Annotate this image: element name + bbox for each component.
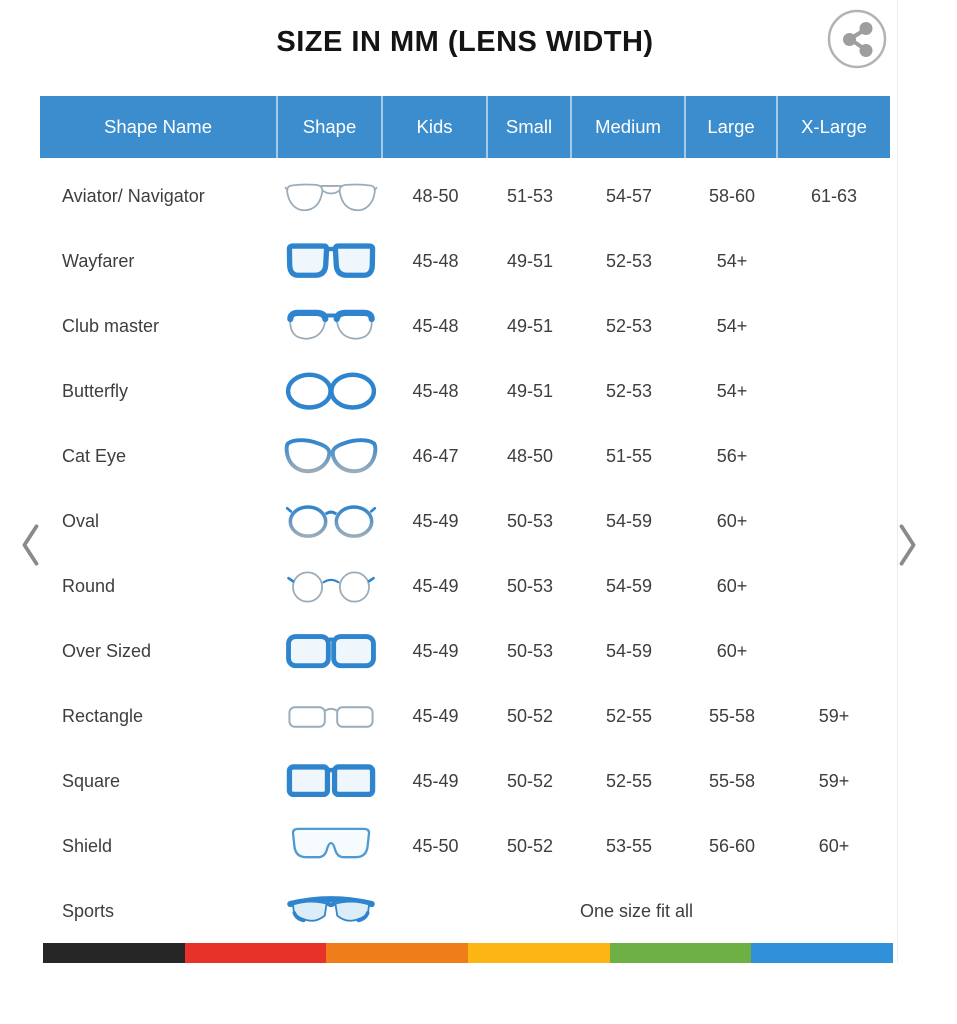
table-row bbox=[40, 424, 890, 489]
color-bar-segment bbox=[610, 943, 752, 963]
size-value-large: 58-60 bbox=[708, 186, 756, 206]
size-value-large: 60+ bbox=[716, 511, 748, 531]
size-value-large: 55-58 bbox=[708, 771, 756, 791]
column-header-small: Small bbox=[488, 96, 572, 158]
oval-glasses-icon bbox=[278, 499, 383, 545]
size-value-small: 50-52 bbox=[506, 836, 554, 856]
size-value-xlarge: 61-63 bbox=[810, 186, 858, 206]
shape-name-label: Over Sized bbox=[62, 641, 152, 661]
size-value-medium: 54-59 bbox=[605, 641, 653, 661]
cateye-glasses-icon bbox=[278, 434, 383, 480]
table-row bbox=[40, 229, 890, 294]
color-bar-segment bbox=[185, 943, 327, 963]
table-body bbox=[40, 158, 890, 944]
clubmaster-glasses-icon bbox=[278, 304, 383, 350]
size-value-small: 48-50 bbox=[506, 446, 554, 466]
size-value-kids: 45-48 bbox=[412, 381, 459, 401]
shape-name-label: Round bbox=[62, 576, 116, 596]
size-value-medium: 54-59 bbox=[605, 511, 653, 531]
size-value-large: 60+ bbox=[716, 641, 748, 661]
sports-glasses-icon bbox=[278, 889, 383, 935]
size-value-small: 49-51 bbox=[506, 381, 554, 401]
color-bar-segment bbox=[43, 943, 185, 963]
size-value-kids: 45-49 bbox=[412, 706, 459, 726]
size-value-small: 51-53 bbox=[506, 186, 554, 206]
size-value-small: 49-51 bbox=[506, 316, 554, 336]
table-row bbox=[40, 619, 890, 684]
size-value-small: 50-52 bbox=[506, 706, 554, 726]
size-value-kids: 45-49 bbox=[412, 576, 459, 596]
size-value-kids: 48-50 bbox=[412, 186, 459, 206]
size-value-large: 54+ bbox=[716, 251, 748, 271]
size-value-kids: 46-47 bbox=[412, 446, 459, 466]
column-header-kids: Kids bbox=[383, 96, 488, 158]
size-value-medium: 54-59 bbox=[605, 576, 653, 596]
size-value-xlarge: 59+ bbox=[818, 771, 850, 791]
size-value-large: 54+ bbox=[716, 381, 748, 401]
size-value-xlarge: 59+ bbox=[818, 706, 850, 726]
share-button[interactable] bbox=[826, 8, 888, 70]
column-header-x-large: X-Large bbox=[801, 116, 867, 137]
butterfly-glasses-icon bbox=[278, 369, 383, 415]
size-value-medium: 52-55 bbox=[605, 771, 653, 791]
shape-name-label: Butterfly bbox=[62, 381, 129, 401]
size-value-small: 50-53 bbox=[506, 641, 554, 661]
size-value-large: 56+ bbox=[716, 446, 748, 466]
table-row bbox=[40, 814, 890, 879]
footer-color-bar bbox=[43, 943, 893, 963]
size-value-medium: 52-53 bbox=[605, 251, 653, 271]
wayfarer-glasses-icon bbox=[278, 239, 383, 285]
size-value-medium: 54-57 bbox=[605, 186, 653, 206]
square-glasses-icon bbox=[278, 759, 383, 805]
table-row bbox=[40, 164, 890, 229]
table-row bbox=[40, 879, 890, 944]
column-header-large: Large bbox=[686, 96, 778, 158]
size-value-kids: 45-49 bbox=[412, 771, 459, 791]
size-value-medium: 53-55 bbox=[605, 836, 653, 856]
carousel-next-button[interactable] bbox=[896, 522, 922, 568]
size-value-large: 55-58 bbox=[708, 706, 756, 726]
size-value-small: 50-52 bbox=[506, 771, 554, 791]
size-value-kids: 45-48 bbox=[412, 251, 459, 271]
share-icon bbox=[826, 8, 888, 70]
size-value-small: 49-51 bbox=[506, 251, 554, 271]
shape-name-label: Oval bbox=[62, 511, 100, 531]
size-value-small: 50-53 bbox=[506, 511, 554, 531]
column-header-shape-name: Shape Name bbox=[40, 96, 278, 158]
shape-name-label: Aviator/ Navigator bbox=[62, 186, 205, 206]
carousel-slide-divider bbox=[897, 0, 898, 963]
column-header-shape: Shape bbox=[278, 96, 383, 158]
table-row bbox=[40, 489, 890, 554]
rectangle-glasses-icon bbox=[278, 694, 383, 740]
table-row bbox=[40, 749, 890, 814]
size-table bbox=[40, 96, 890, 944]
page-title: SIZE IN MM (LENS WIDTH) bbox=[276, 26, 654, 58]
shield-glasses-icon bbox=[278, 824, 383, 870]
size-value-kids: 45-48 bbox=[412, 316, 459, 336]
table-row bbox=[40, 359, 890, 424]
size-value-small: 50-53 bbox=[506, 576, 554, 596]
shape-name-label: Square bbox=[62, 771, 121, 791]
size-value-kids: 45-49 bbox=[412, 511, 459, 531]
oversized-glasses-icon bbox=[278, 629, 383, 675]
shape-name-label: Rectangle bbox=[62, 706, 144, 726]
round-glasses-icon bbox=[278, 564, 383, 610]
shape-name-label: Wayfarer bbox=[62, 251, 135, 271]
shape-name-label: Cat Eye bbox=[62, 446, 127, 466]
size-value-medium: 51-55 bbox=[605, 446, 653, 466]
table-row bbox=[40, 554, 890, 619]
size-value-kids: 45-50 bbox=[412, 836, 459, 856]
size-value-xlarge: 60+ bbox=[818, 836, 850, 856]
table-row bbox=[40, 684, 890, 749]
shape-name-label: Sports bbox=[62, 901, 115, 921]
color-bar-segment bbox=[468, 943, 610, 963]
shape-name-label: Shield bbox=[62, 836, 113, 856]
table-row bbox=[40, 294, 890, 359]
chevron-left-icon bbox=[20, 523, 42, 567]
chevron-right-icon bbox=[896, 523, 918, 567]
size-value-large: 60+ bbox=[716, 576, 748, 596]
size-value-medium: 52-53 bbox=[605, 381, 653, 401]
shape-name-label: Club master bbox=[62, 316, 160, 336]
size-value-medium: 52-53 bbox=[605, 316, 653, 336]
size-value-large: 54+ bbox=[716, 316, 748, 336]
color-bar-segment bbox=[326, 943, 468, 963]
aviator-glasses-icon bbox=[278, 174, 383, 220]
column-header-medium: Medium bbox=[572, 96, 686, 158]
size-value-large: 56-60 bbox=[708, 836, 756, 856]
size-value-kids: 45-49 bbox=[412, 641, 459, 661]
one-size-label: One size fit all bbox=[579, 901, 694, 921]
table-header-row bbox=[40, 96, 890, 158]
size-value-medium: 52-55 bbox=[605, 706, 653, 726]
color-bar-segment bbox=[751, 943, 893, 963]
